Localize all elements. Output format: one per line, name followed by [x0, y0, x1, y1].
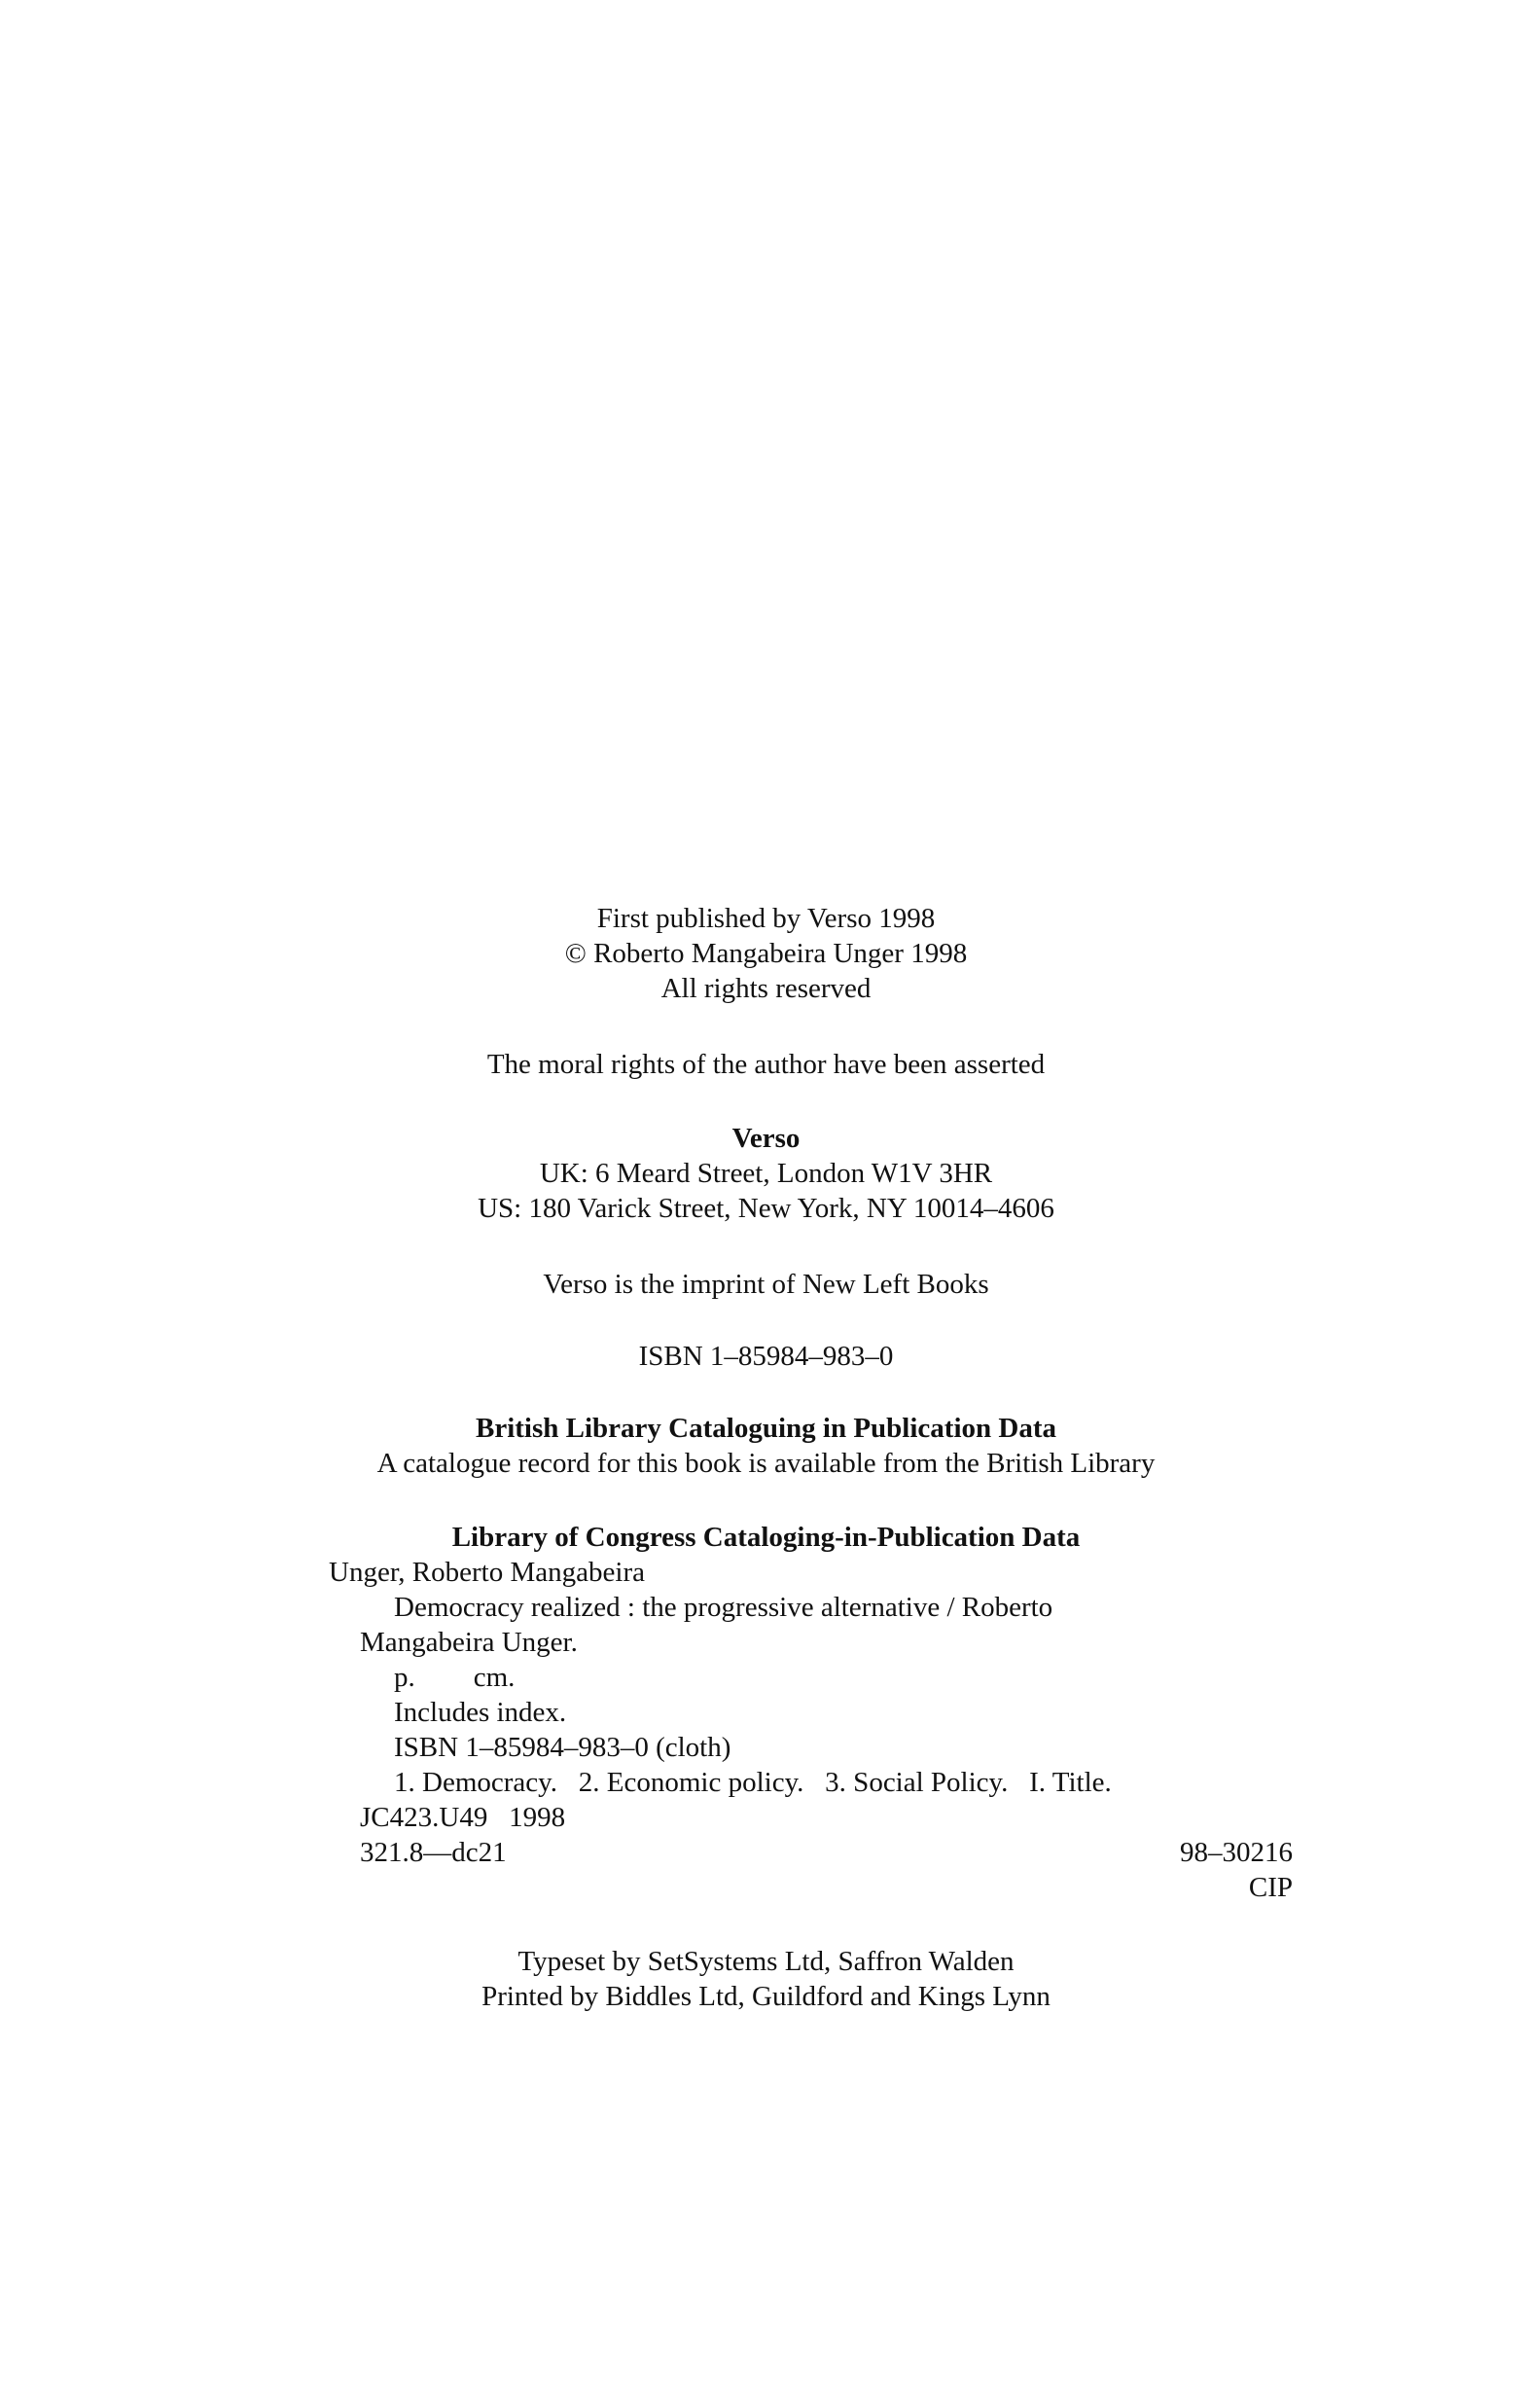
british-library-note: A catalogue record for this book is available from the British Library — [376, 1448, 1156, 1479]
loc-lccn: 98–30216 — [1180, 1837, 1293, 1868]
loc-cm: cm. — [473, 1662, 516, 1693]
uk-address: UK: 6 Meard Street, London W1V 3HR — [539, 1158, 993, 1189]
isbn-line: ISBN 1–85984–983–0 — [638, 1341, 894, 1372]
publisher-name: Verso — [731, 1123, 801, 1154]
rights-line: All rights reserved — [660, 973, 872, 1004]
loc-isbn-cloth: ISBN 1–85984–983–0 (cloth) — [394, 1732, 731, 1763]
loc-includes-index: Includes index. — [394, 1697, 567, 1728]
loc-author: Unger, Roberto Mangabeira — [329, 1557, 645, 1588]
copyright-line: © Roberto Mangabeira Unger 1998 — [564, 938, 968, 969]
loc-heading: Library of Congress Cataloging-in-Publication Data — [451, 1522, 1081, 1553]
printed-line: Printed by Biddles Ltd, Guildford and Kings Lynn — [481, 1981, 1051, 2012]
imprint-note: Verso is the imprint of New Left Books — [543, 1269, 989, 1300]
loc-dewey: 321.8—dc21 — [360, 1837, 507, 1868]
us-address: US: 180 Varick Street, New York, NY 10014–4606 — [478, 1193, 1054, 1224]
typeset-line: Typeset by SetSystems Ltd, Saffron Walden — [517, 1946, 1015, 1977]
first-published-line: First published by Verso 1998 — [596, 903, 936, 934]
loc-subjects: 1. Democracy. 2. Economic policy. 3. Social Policy. I. Title. — [394, 1767, 1112, 1798]
loc-p: p. — [394, 1662, 415, 1693]
loc-cip: CIP — [1248, 1872, 1293, 1903]
loc-title-line-1: Democracy realized : the progressive alternative / Roberto — [394, 1592, 1053, 1623]
british-library-heading: British Library Cataloguing in Publication Data — [476, 1413, 1056, 1444]
moral-rights-line: The moral rights of the author have been asserted — [486, 1049, 1046, 1080]
loc-title-line-2: Mangabeira Unger. — [360, 1627, 578, 1658]
loc-pagination — [394, 1660, 515, 1696]
loc-call-number: JC423.U49 1998 — [360, 1802, 566, 1833]
